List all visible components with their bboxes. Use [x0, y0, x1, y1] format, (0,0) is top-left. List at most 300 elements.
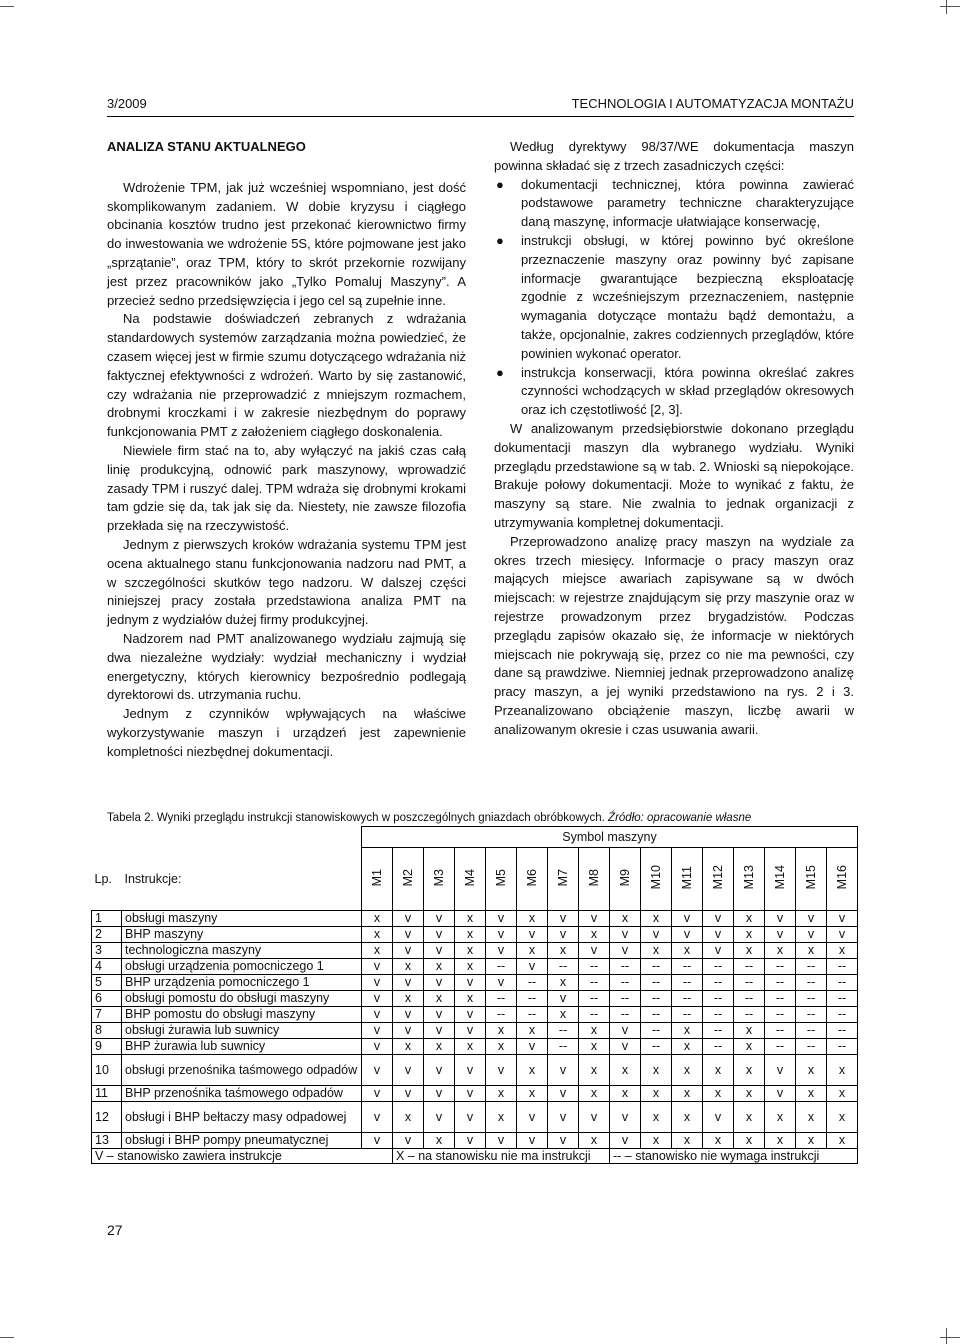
status-cell: -- [796, 1006, 827, 1022]
row-number: 10 [92, 1054, 122, 1085]
status-cell: x [734, 926, 765, 942]
status-cell: x [455, 958, 486, 974]
status-cell: x [734, 1054, 765, 1085]
status-cell: -- [579, 990, 610, 1006]
table-row [92, 1054, 858, 1085]
status-cell: v [455, 1132, 486, 1148]
status-cell: v [362, 1054, 393, 1085]
status-cell: v [579, 1101, 610, 1132]
status-cell: x [796, 1054, 827, 1085]
status-cell: v [362, 1022, 393, 1038]
machine-header: M8 [579, 848, 610, 911]
status-cell: -- [579, 1006, 610, 1022]
row-number: 1 [92, 910, 122, 926]
status-cell: v [517, 1101, 548, 1132]
status-cell: v [765, 1085, 796, 1101]
status-cell: -- [734, 1006, 765, 1022]
status-cell: -- [672, 990, 703, 1006]
machine-header: M3 [424, 848, 455, 911]
table-header-row [92, 827, 858, 848]
status-cell: x [486, 1022, 517, 1038]
status-cell: -- [827, 1022, 858, 1038]
status-cell: -- [796, 1038, 827, 1054]
paragraph: Na podstawie doświadczeń zebranych z wdrażania standardowych systemów zarządzania można powiedzieć, że czasem więcej jest w firmie szumu dotyczącego wdrażania niż faktycznej efektywności z wdrożeń. Warto by się zastanowić, czy wdrażania nie przeprowadzić z mniejszym rozmachem, drobnymi kroczkami i w zakresie niezbędnym do poprawy funkcjonowania PMT z założeniem ciągłego doskonalenia. [107, 311, 466, 440]
status-cell: -- [703, 1006, 734, 1022]
status-cell: v [548, 926, 579, 942]
status-cell: v [548, 1085, 579, 1101]
status-cell: x [703, 1085, 734, 1101]
table-header-row [92, 848, 858, 911]
status-cell: -- [734, 974, 765, 990]
paragraph: Jednym z czynników wpływających na właściwe wykorzystywanie maszyn i urządzeń jest zapewnienie kompletności niezbędnej dokumentacji. [107, 706, 466, 759]
status-cell: v [393, 974, 424, 990]
table-row [92, 1038, 858, 1054]
status-cell: x [672, 1038, 703, 1054]
status-cell: v [393, 910, 424, 926]
status-cell: v [455, 1101, 486, 1132]
machine-header: M5 [486, 848, 517, 911]
status-cell: v [424, 1054, 455, 1085]
status-cell: x [517, 1085, 548, 1101]
status-cell: x [796, 1132, 827, 1148]
table-row [92, 990, 858, 1006]
status-cell: -- [579, 974, 610, 990]
status-cell: x [486, 1085, 517, 1101]
status-cell: -- [610, 974, 641, 990]
status-cell: -- [641, 974, 672, 990]
table-corner [92, 827, 362, 848]
instruction-name: BHP maszyny [122, 926, 362, 942]
status-cell: v [827, 926, 858, 942]
status-cell: x [548, 1006, 579, 1022]
status-cell: v [548, 990, 579, 1006]
status-cell: x [672, 1022, 703, 1038]
crop-mark [0, 1337, 14, 1338]
status-cell: v [703, 910, 734, 926]
table-row [92, 1132, 858, 1148]
status-cell: x [765, 1101, 796, 1132]
crop-mark [940, 6, 960, 7]
status-cell: x [734, 910, 765, 926]
status-cell: v [455, 1085, 486, 1101]
row-number: 5 [92, 974, 122, 990]
machine-header: M6 [517, 848, 548, 911]
bullet-icon: ● [496, 232, 504, 248]
status-cell: x [641, 1132, 672, 1148]
status-cell: -- [486, 990, 517, 1006]
paragraph: W analizowanym przedsiębiorstwie dokonano przeglądu dokumentacji maszyn dla wybranego wydziału. Wyniki przeglądu przedstawione są w tab. 2. Wnioski są niepokojące. Brakuje połowy dokumentacji. Może to wynikać z faktu, że maszyny są stare. Nie zwalnia to jednak organizacji z utrzymywania kompletnej dokumentacji. [494, 420, 854, 530]
status-cell: -- [765, 1038, 796, 1054]
machine-header: M13 [734, 848, 765, 911]
crop-mark [940, 1337, 960, 1338]
status-cell: x [672, 1085, 703, 1101]
status-cell: x [424, 990, 455, 1006]
status-cell: v [703, 926, 734, 942]
status-cell: v [486, 974, 517, 990]
status-cell: v [393, 926, 424, 942]
table-row [92, 974, 858, 990]
instructions-table [91, 826, 858, 1164]
status-cell: -- [734, 990, 765, 1006]
status-cell: x [517, 942, 548, 958]
right-column [494, 138, 854, 740]
status-cell: -- [579, 958, 610, 974]
status-cell: v [517, 1038, 548, 1054]
status-cell: x [796, 1085, 827, 1101]
machine-header: M4 [455, 848, 486, 911]
status-cell: v [517, 926, 548, 942]
status-cell: v [362, 1006, 393, 1022]
status-cell: x [579, 1022, 610, 1038]
status-cell: -- [517, 974, 548, 990]
status-cell: x [734, 1132, 765, 1148]
status-cell: -- [641, 1006, 672, 1022]
list-item: ● instrukcja konserwacji, która powinna określać zakres czynności wchodzących w skład przeglądów okresowych oraz ich częstotliwość [2, 3]. [496, 364, 854, 418]
status-cell: x [424, 958, 455, 974]
row-number: 9 [92, 1038, 122, 1054]
instructions-header: Instrukcje: [124, 871, 182, 886]
status-cell: x [517, 1022, 548, 1038]
status-cell: x [734, 1022, 765, 1038]
status-cell: -- [641, 1038, 672, 1054]
status-cell: v [672, 926, 703, 942]
status-cell: v [424, 1101, 455, 1132]
machine-header: M1 [362, 848, 393, 911]
status-cell: -- [765, 1006, 796, 1022]
status-cell: x [517, 910, 548, 926]
table-row [92, 910, 858, 926]
status-cell: x [486, 1101, 517, 1132]
symbol-header: Symbol maszyny [362, 827, 858, 848]
status-cell: x [765, 942, 796, 958]
status-cell: v [393, 1132, 424, 1148]
row-number: 7 [92, 1006, 122, 1022]
status-cell: v [703, 942, 734, 958]
status-cell: x [672, 1132, 703, 1148]
status-cell: x [517, 1054, 548, 1085]
status-cell: v [765, 1054, 796, 1085]
status-cell: v [610, 1038, 641, 1054]
status-cell: -- [796, 1022, 827, 1038]
row-number: 3 [92, 942, 122, 958]
status-cell: v [455, 974, 486, 990]
instruction-name: BHP przenośnika taśmowego odpadów [122, 1085, 362, 1101]
status-cell: x [796, 942, 827, 958]
status-cell: v [703, 1101, 734, 1132]
row-number: 2 [92, 926, 122, 942]
lp-header: Lp. [94, 871, 112, 886]
status-cell: -- [672, 958, 703, 974]
bullet-icon: ● [496, 176, 504, 192]
status-cell: v [579, 942, 610, 958]
status-cell: -- [703, 1022, 734, 1038]
status-cell: v [424, 942, 455, 958]
status-cell: v [486, 926, 517, 942]
status-cell: v [424, 1085, 455, 1101]
section-heading: ANALIZA STANU AKTUALNEGO [107, 139, 306, 154]
instruction-name: obsługi urządzenia pomocniczego 1 [122, 958, 362, 974]
status-cell: x [641, 1054, 672, 1085]
status-cell: x [796, 1101, 827, 1132]
status-cell: -- [796, 990, 827, 1006]
status-cell: x [641, 942, 672, 958]
status-cell: v [393, 942, 424, 958]
paragraph: Przeprowadzono analizę pracy maszyn na wydziale za okres trzech miesięcy. Informacje o pracy maszyn oraz mających miejsce awariach zapisywane są w dwóch miejscach: w rejestrze znajdującym się przy maszynie oraz w rejestrze prowadzonym przez brygadzistów. Podczas przeglądu zapisów okazało się, że informacje w niektórych miejscach nie pokrywają się, przez co nie ma pewności, czy dane są prawdziwe. Niemniej jednak przeprowadzono analizę pracy maszyn, a jej wyniki przedstawiono na rys. 2 i 3. Przeanalizowano obciążenie maszyn, liczbę awarii w analizowanym okresie i czas usuwania awarii. [494, 533, 854, 737]
table-row [92, 926, 858, 942]
legend-x: X – na stanowisku nie ma instrukcji [393, 1148, 610, 1163]
machine-header: M9 [610, 848, 641, 911]
status-cell: -- [703, 990, 734, 1006]
status-cell: x [548, 974, 579, 990]
machine-header: M14 [765, 848, 796, 911]
status-cell: x [827, 942, 858, 958]
status-cell: v [362, 1101, 393, 1132]
issue-number: 3/2009 [107, 96, 147, 111]
status-cell: v [486, 1132, 517, 1148]
instruction-name: obsługi i BHP pompy pneumatycznej [122, 1132, 362, 1148]
status-cell: v [610, 942, 641, 958]
status-cell: -- [610, 958, 641, 974]
status-cell: x [455, 942, 486, 958]
status-cell: v [548, 1132, 579, 1148]
status-cell: -- [765, 990, 796, 1006]
status-cell: x [548, 942, 579, 958]
status-cell: v [424, 926, 455, 942]
status-cell: v [548, 1101, 579, 1132]
list-item: ● instrukcji obsługi, w której powinno być określone przeznaczenie maszyny oraz powinny być zapisane informacje gwarantujące bezpieczną eksploatację zgodnie z wcześniejszym przeznaczeniem, następnie wymagania dotyczące montażu bądź demontażu, a także, opcjonalnie, zakres codziennych przeglądów, które powinien wykonać operator. [496, 232, 854, 361]
page-number: 27 [107, 1222, 123, 1238]
status-cell: v [424, 1006, 455, 1022]
row-number: 4 [92, 958, 122, 974]
status-cell: x [672, 942, 703, 958]
instruction-name: BHP pomostu do obsługi maszyny [122, 1006, 362, 1022]
status-cell: x [393, 990, 424, 1006]
status-cell: x [455, 910, 486, 926]
status-cell: x [393, 1038, 424, 1054]
status-cell: -- [548, 958, 579, 974]
status-cell: x [362, 926, 393, 942]
legend-row [92, 1148, 858, 1163]
status-cell: x [424, 1038, 455, 1054]
row-number: 13 [92, 1132, 122, 1148]
status-cell: x [455, 926, 486, 942]
status-cell: -- [517, 1006, 548, 1022]
status-cell: x [734, 1101, 765, 1132]
status-cell: -- [610, 1006, 641, 1022]
legend-v: V – stanowisko zawiera instrukcje [92, 1148, 393, 1163]
instruction-name: technologiczna maszyny [122, 942, 362, 958]
table-row [92, 942, 858, 958]
paragraph: Według dyrektywy 98/37/WE dokumentacja maszyn powinna składać się z trzech zasadniczych części: [494, 139, 854, 173]
status-cell: x [827, 1101, 858, 1132]
status-cell: v [827, 910, 858, 926]
status-cell: -- [765, 958, 796, 974]
instruction-name: obsługi przenośnika taśmowego odpadów [122, 1054, 362, 1085]
status-cell: v [455, 1022, 486, 1038]
row-number: 8 [92, 1022, 122, 1038]
status-cell: x [393, 1101, 424, 1132]
status-cell: -- [827, 1006, 858, 1022]
status-cell: v [486, 1054, 517, 1085]
running-header [107, 96, 854, 117]
status-cell: -- [641, 1022, 672, 1038]
status-cell: -- [641, 958, 672, 974]
status-cell: -- [486, 958, 517, 974]
status-cell: v [455, 1006, 486, 1022]
status-cell: x [703, 1132, 734, 1148]
instruction-name: BHP urządzenia pomocniczego 1 [122, 974, 362, 990]
status-cell: x [455, 1038, 486, 1054]
status-cell: v [486, 910, 517, 926]
status-cell: v [393, 1085, 424, 1101]
status-cell: -- [796, 974, 827, 990]
machine-header: M7 [548, 848, 579, 911]
status-cell: x [362, 942, 393, 958]
list-item: ● dokumentacji technicznej, która powinna zawierać podstawowe parametry techniczne charakteryzujące daną maszynę, informacje ułatwiające konserwację, [496, 176, 854, 230]
status-cell: v [548, 1054, 579, 1085]
row-number: 12 [92, 1101, 122, 1132]
status-cell: x [827, 1132, 858, 1148]
paragraph: Niewiele firm stać na to, aby wyłączyć na jakiś czas całą linię produkcyjną, odnowić park maszynowy, wprowadzić zasady TPM i ruszyć dalej. TPM wdraża się drobnymi krokami tam gdzie się da, tak jak się da. Niestety, nie zawsze filozofia przekłada się na rzeczywistość. [107, 442, 466, 534]
status-cell: -- [765, 974, 796, 990]
status-cell: v [641, 926, 672, 942]
status-cell: v [455, 1054, 486, 1085]
status-cell: v [362, 958, 393, 974]
status-cell: -- [548, 1022, 579, 1038]
bullet-icon: ● [496, 364, 504, 380]
status-cell: v [796, 926, 827, 942]
status-cell: x [579, 1054, 610, 1085]
machine-header: M15 [796, 848, 827, 911]
crop-mark [946, 0, 947, 14]
status-cell: x [672, 1054, 703, 1085]
status-cell: x [610, 910, 641, 926]
status-cell: x [765, 1132, 796, 1148]
machine-header: M12 [703, 848, 734, 911]
status-cell: v [424, 974, 455, 990]
row-number: 11 [92, 1085, 122, 1101]
status-cell: v [393, 1006, 424, 1022]
bullet-list [494, 176, 854, 420]
status-cell: v [765, 910, 796, 926]
status-cell: v [672, 910, 703, 926]
status-cell: v [796, 910, 827, 926]
table-row [92, 1085, 858, 1101]
status-cell: v [610, 1132, 641, 1148]
legend-dash: -- – stanowisko nie wymaga instrukcji [610, 1148, 858, 1163]
status-cell: v [393, 1022, 424, 1038]
status-cell: v [362, 1085, 393, 1101]
status-cell: x [734, 1085, 765, 1101]
status-cell: x [455, 990, 486, 1006]
status-cell: x [424, 1132, 455, 1148]
status-cell: x [362, 910, 393, 926]
status-cell: x [641, 910, 672, 926]
status-cell: v [424, 1022, 455, 1038]
instruction-name: obsługi maszyny [122, 910, 362, 926]
status-cell: v [610, 1101, 641, 1132]
status-cell: -- [610, 990, 641, 1006]
status-cell: v [765, 926, 796, 942]
machine-header: M11 [672, 848, 703, 911]
status-cell: -- [703, 974, 734, 990]
paragraph: Wdrożenie TPM, jak już wcześniej wspomniano, jest dość skomplikowanym zadaniem. W dobie kryzysu i ciągłego obcinania kosztów trudno jest przekonać kierownictwo firmy do inwestowania we wdrożenie 5S, które pojmowane jest jako „sprzątanie”, oraz TPM, który to skrót przekornie rozwijany jest przez pracowników jako „Tylko Pomaluj Maszyny”. A przecież sedno przedsięwzięcia i jego cel są zupełnie inne. [107, 179, 466, 308]
left-column [107, 138, 466, 762]
status-cell: v [579, 910, 610, 926]
instruction-name: BHP żurawia lub suwnicy [122, 1038, 362, 1054]
status-cell: -- [734, 958, 765, 974]
paragraph: Jednym z pierwszych kroków wdrażania systemu TPM jest ocena aktualnego stanu funkcjonowania nadzoru nad PMT, a w szczególności skutków tego nadzoru. W dalszej części niniejszej pracy została przedstawiona analiza PMT na jednym z wydziałów dużej firmy produkcyjnej. [107, 536, 466, 628]
status-cell: -- [672, 974, 703, 990]
table-row [92, 958, 858, 974]
status-cell: x [734, 1038, 765, 1054]
status-cell: -- [827, 990, 858, 1006]
status-cell: x [827, 1085, 858, 1101]
status-cell: -- [827, 974, 858, 990]
machine-header: M10 [641, 848, 672, 911]
table-row [92, 1022, 858, 1038]
status-cell: x [672, 1101, 703, 1132]
status-cell: v [393, 1054, 424, 1085]
instruction-name: obsługi pomostu do obsługi maszyny [122, 990, 362, 1006]
status-cell: v [486, 942, 517, 958]
status-cell: -- [548, 1038, 579, 1054]
status-cell: v [362, 1038, 393, 1054]
status-cell: x [579, 1085, 610, 1101]
status-cell: -- [517, 990, 548, 1006]
status-cell: x [703, 1054, 734, 1085]
caption-text: Tabela 2. Wyniki przeglądu instrukcji stanowiskowych w poszczególnych gniazdach obróbkowych. [107, 812, 605, 824]
status-cell: x [641, 1085, 672, 1101]
table-row [92, 1101, 858, 1132]
status-cell: v [362, 1132, 393, 1148]
status-cell: -- [827, 958, 858, 974]
table-row [92, 1006, 858, 1022]
status-cell: x [734, 942, 765, 958]
status-cell: -- [703, 1038, 734, 1054]
status-cell: x [579, 1132, 610, 1148]
status-cell: x [393, 958, 424, 974]
status-cell: v [362, 990, 393, 1006]
status-cell: -- [672, 1006, 703, 1022]
instruction-name: obsługi i BHP bełtaczy masy odpadowej [122, 1101, 362, 1132]
status-cell: v [610, 926, 641, 942]
status-cell: x [827, 1054, 858, 1085]
status-cell: x [610, 1054, 641, 1085]
instruction-name: obsługi żurawia lub suwnicy [122, 1022, 362, 1038]
status-cell: v [362, 974, 393, 990]
status-cell: x [610, 1085, 641, 1101]
status-cell: v [610, 1022, 641, 1038]
machine-header: M16 [827, 848, 858, 911]
status-cell: -- [486, 1006, 517, 1022]
status-cell: x [486, 1038, 517, 1054]
paragraph: Nadzorem nad PMT analizowanego wydziału zajmują się dwa niezależne wydziały: wydział mechaniczny i wydział energetyczny, których kierownicy bezpośrednio podlegają dyrektorowi ds. utrzymania ruchu. [107, 630, 466, 703]
table-caption [107, 812, 867, 824]
status-cell: -- [641, 990, 672, 1006]
row-number: 6 [92, 990, 122, 1006]
caption-source: Źródło: opracowanie własne [608, 812, 752, 824]
status-cell: -- [827, 1038, 858, 1054]
status-cell: v [424, 910, 455, 926]
crop-mark [0, 6, 14, 7]
status-cell: -- [796, 958, 827, 974]
status-cell: v [517, 958, 548, 974]
status-cell: v [517, 1132, 548, 1148]
crop-mark [946, 1328, 947, 1344]
status-cell: v [548, 910, 579, 926]
status-cell: x [579, 1038, 610, 1054]
